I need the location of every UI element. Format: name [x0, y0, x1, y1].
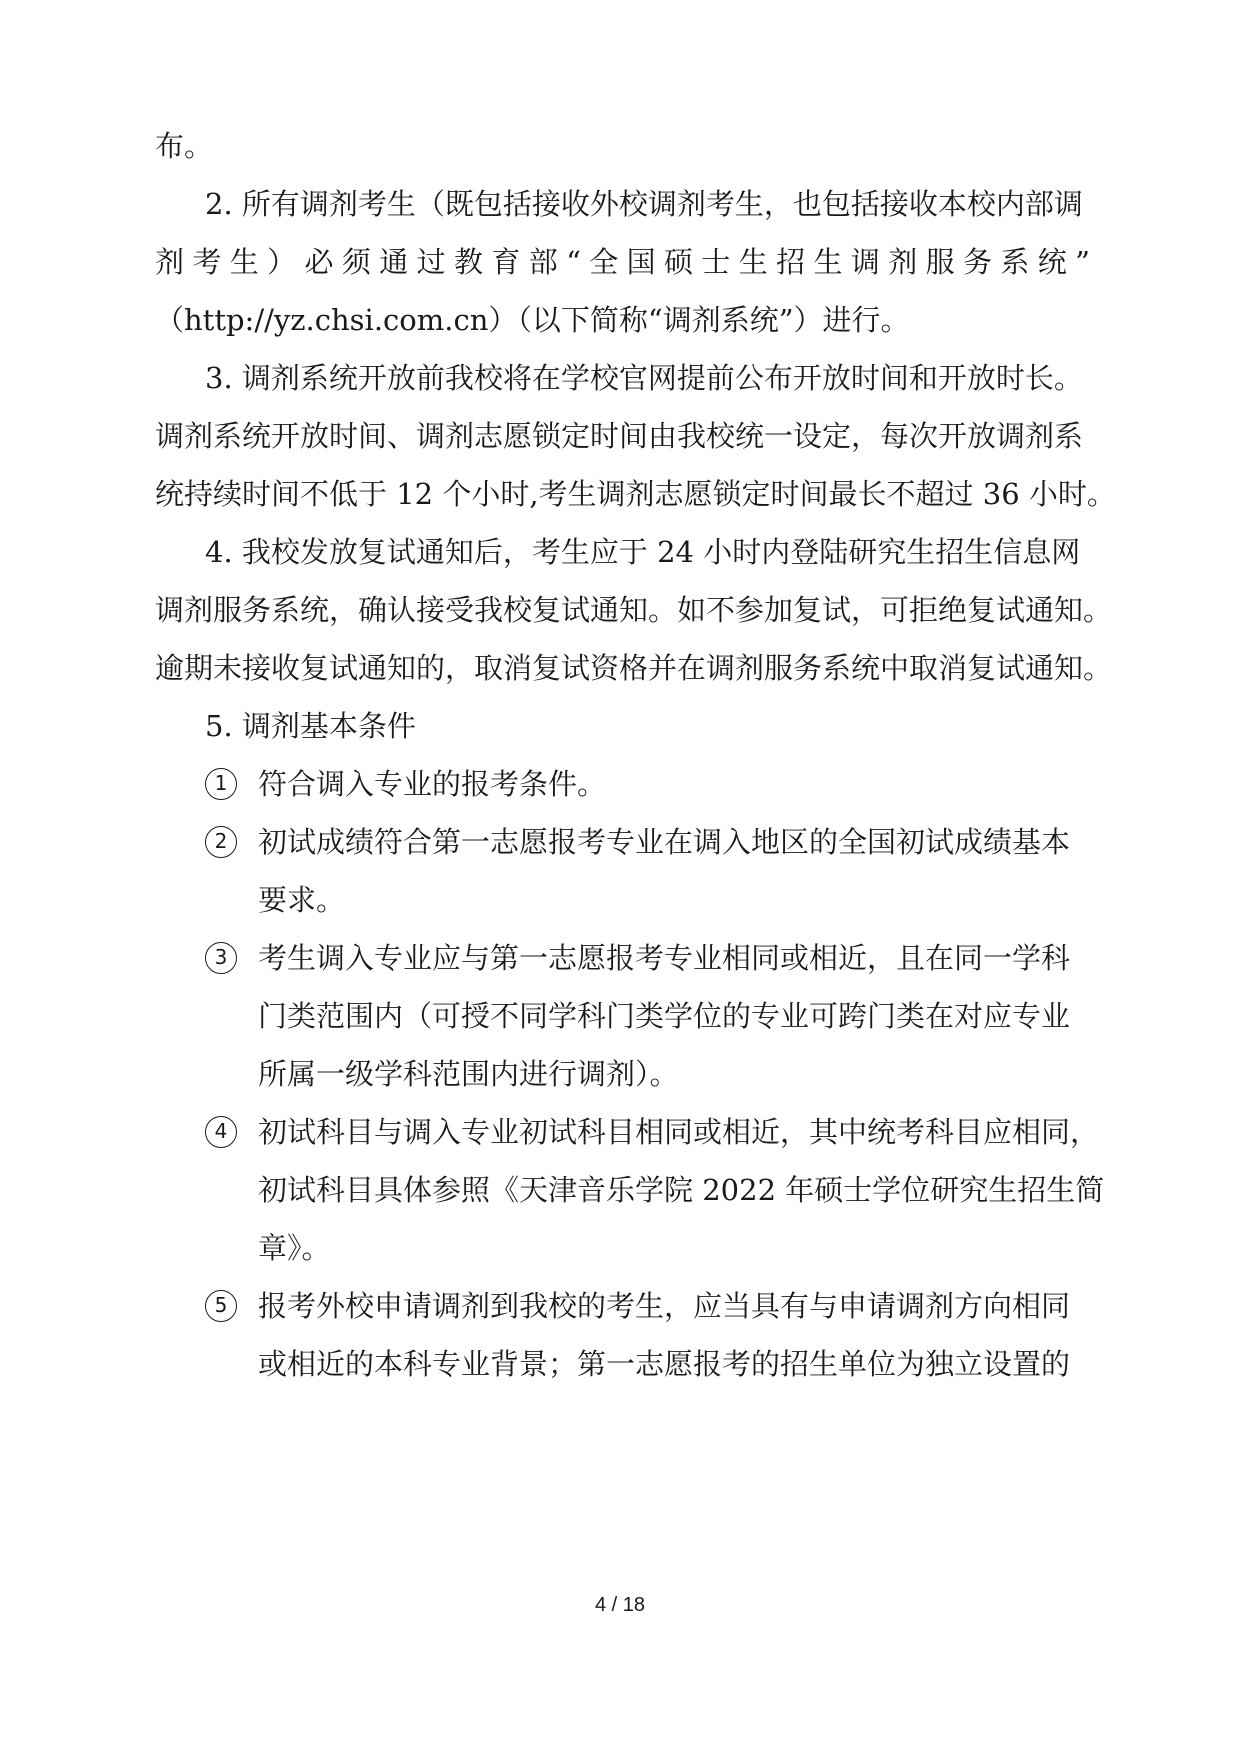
circled-number-1: 1 [205, 768, 237, 800]
section-heading: 5. 调剂基本条件 [205, 709, 416, 743]
paragraph-line: 逾期未接收复试通知的，取消复试资格并在调剂服务系统中取消复试通知。 [155, 651, 1113, 685]
circled-number-2: 2 [205, 826, 237, 858]
list-item-line: 符合调入专业的报考条件。 [258, 767, 607, 801]
circled-number-3: 3 [205, 942, 237, 974]
paragraph-line: 剂考生）必须通过教育部“全国硕士生招生调剂服务系统” [155, 245, 1090, 279]
list-item-line: 章》。 [258, 1231, 331, 1265]
circled-number-4: 4 [205, 1116, 237, 1148]
list-item-line: 考生调入专业应与第一志愿报考专业相同或相近，且在同一学科 [258, 941, 1071, 975]
list-item-line: 所属一级学科范围内进行调剂）。 [258, 1057, 679, 1091]
list-item-line: 初试成绩符合第一志愿报考专业在调入地区的全国初试成绩基本 [258, 825, 1071, 859]
paragraph-line: 2. 所有调剂考生（既包括接收外校调剂考生，也包括接收本校内部调 [205, 187, 1083, 221]
paragraph-line: 调剂服务系统，确认接受我校复试通知。如不参加复试，可拒绝复试通知。 [155, 593, 1113, 627]
paragraph-line: 布。 [155, 129, 214, 163]
list-item-line: 初试科目具体参照《天津音乐学院 2022 年硕士学位研究生招生简 [258, 1173, 1105, 1207]
list-item-line: 门类范围内（可授不同学科门类学位的专业可跨门类在对应专业 [258, 999, 1071, 1033]
list-item-line: 报考外校申请调剂到我校的考生，应当具有与申请调剂方向相同 [258, 1289, 1071, 1323]
paragraph-line: 3. 调剂系统开放前我校将在学校官网提前公布开放时间和开放时长。 [205, 361, 1083, 395]
list-item-line: 要求。 [258, 883, 346, 917]
paragraph-line: （http://yz.chsi.com.cn）（以下简称“调剂系统”）进行。 [155, 303, 910, 337]
page-number: 4 / 18 [594, 1594, 646, 1616]
list-item-line: 或相近的本科专业背景；第一志愿报考的招生单位为独立设置的 [258, 1347, 1071, 1381]
list-item-line: 初试科目与调入专业初试科目相同或相近，其中统考科目应相同， [258, 1115, 1100, 1149]
paragraph-line: 统持续时间不低于 12 个小时,考生调剂志愿锁定时间最长不超过 36 小时。 [155, 477, 1116, 511]
paragraph-line: 4. 我校发放复试通知后，考生应于 24 小时内登陆研究生招生信息网 [205, 535, 1081, 569]
circled-number-5: 5 [205, 1290, 237, 1322]
paragraph-line: 调剂系统开放时间、调剂志愿锁定时间由我校统一设定，每次开放调剂系 [155, 419, 1084, 453]
